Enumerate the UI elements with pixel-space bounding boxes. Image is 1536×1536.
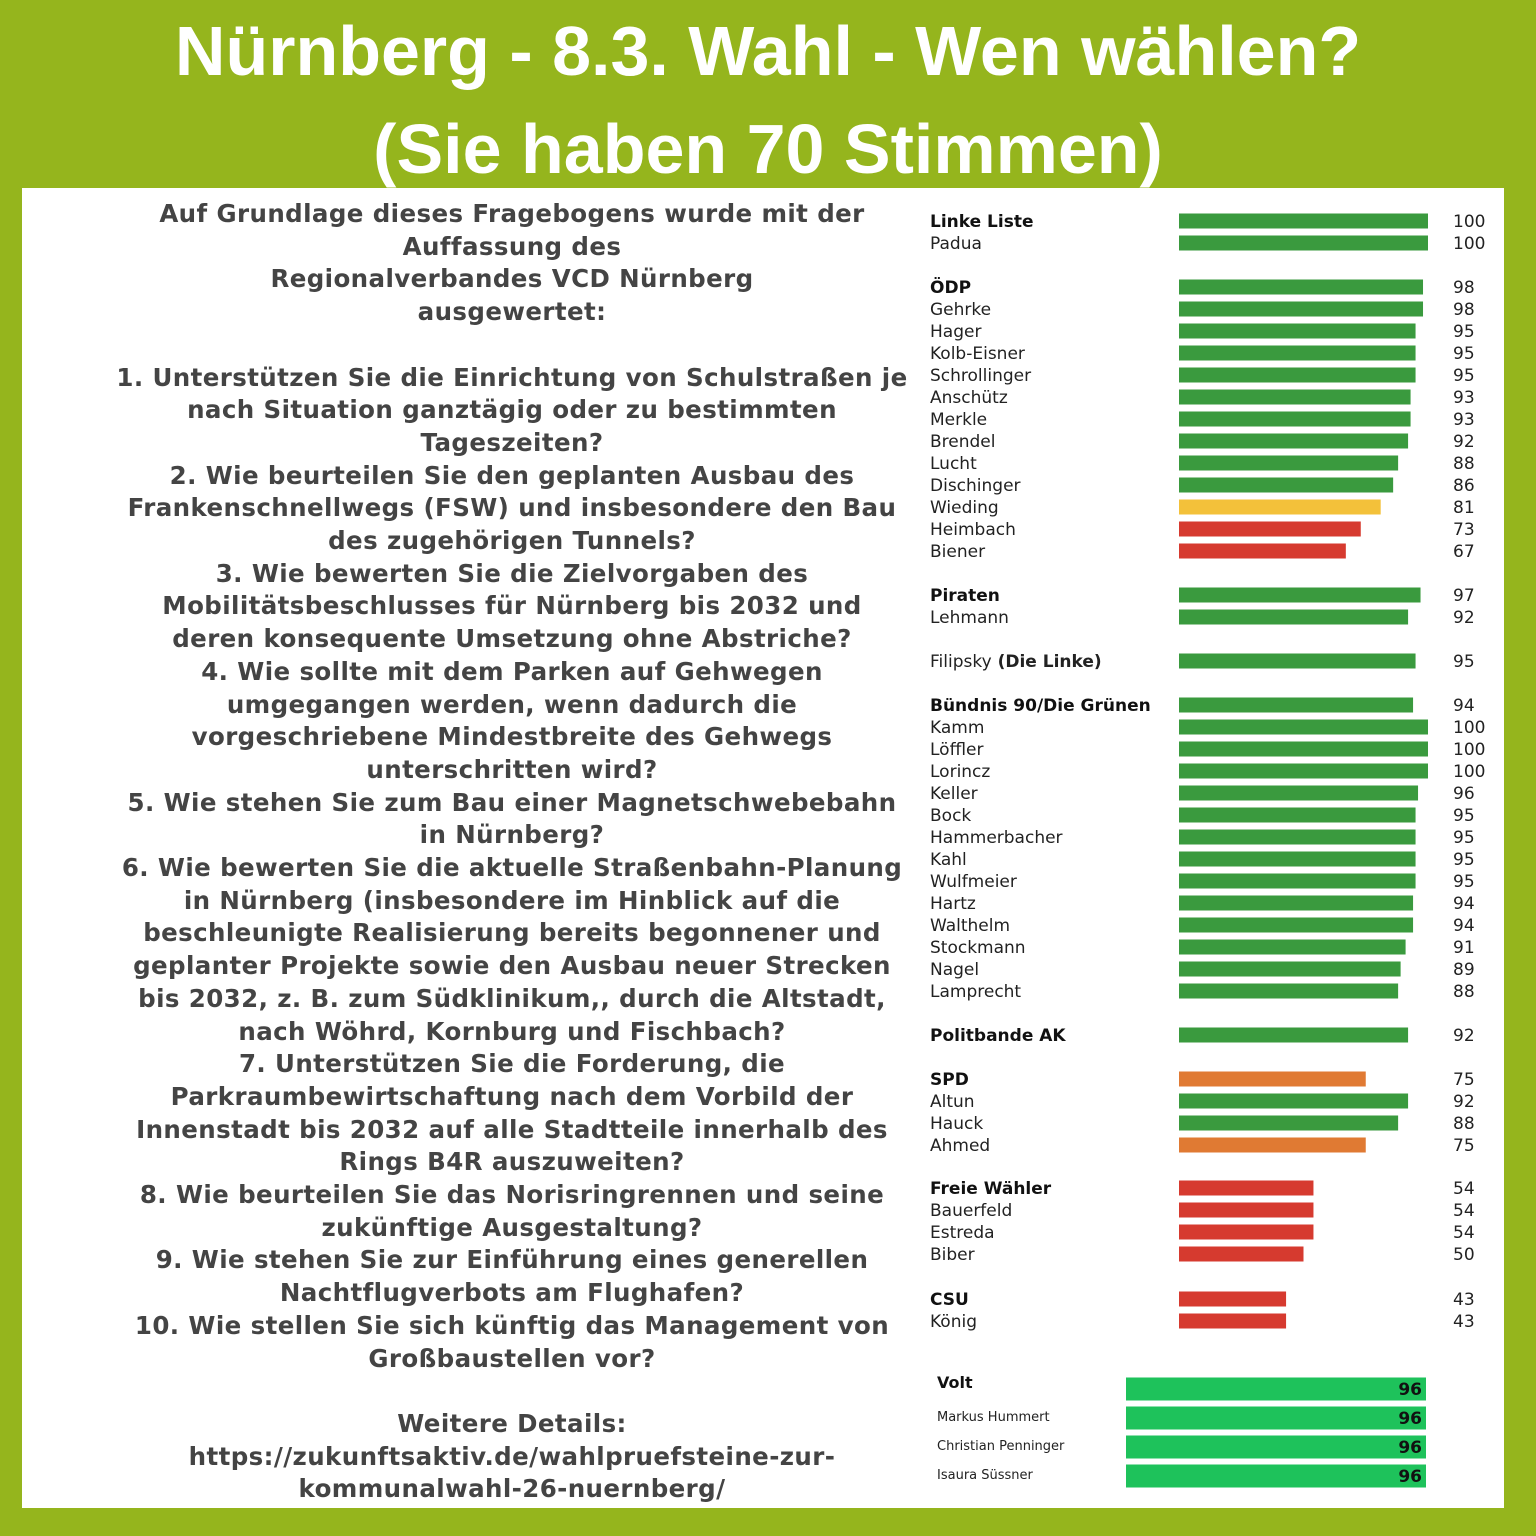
bar (1179, 698, 1413, 713)
bar-label (930, 960, 979, 980)
bar-label-name: Freie Wähler (930, 1179, 1052, 1199)
bar (1179, 1116, 1398, 1131)
bar (1179, 1181, 1313, 1196)
bar-value: 95 (1453, 366, 1475, 386)
page-subtitle: (Sie haben 70 Stimmen) (373, 110, 1163, 188)
bar-label-name: Ahmed (930, 1136, 991, 1156)
bar-value: 91 (1453, 938, 1475, 958)
bar-label-name: Bauerfeld (930, 1201, 1013, 1221)
question-5-text: 5. Wie stehen Sie zum Bau einer Magnetschwebebahn (127, 787, 897, 817)
question-6-text: nach Wöhrd, Kornburg und Fischbach? (238, 1016, 786, 1046)
bar-label-name: Stockmann (930, 938, 1026, 958)
bar-value: 89 (1453, 960, 1475, 980)
bar-value: 98 (1453, 278, 1475, 298)
bar (1179, 1292, 1286, 1307)
bar-label-name: Lorincz (930, 762, 991, 782)
question-8-text: zukünftige Ausgestaltung? (321, 1212, 703, 1242)
volt-bar-label: Christian Penninger (937, 1439, 1065, 1454)
question-8-text: 8. Wie beurteilen Sie das Norisringrennen und seine (139, 1180, 885, 1210)
bar-label (930, 1026, 1066, 1046)
bar (1179, 654, 1416, 669)
bar-label-name: Politbande AK (930, 1026, 1066, 1046)
bar-label (930, 1201, 1012, 1221)
bar (1179, 280, 1423, 295)
question-7-text: Parkraumbewirtschaftung nach dem Vorbild der (170, 1081, 854, 1111)
bar-label (930, 476, 1021, 496)
bar-label-name: Bündnis 90/Die Grünen (930, 696, 1151, 716)
bar-label-name: Linke Liste (930, 212, 1034, 232)
bar-label-name: Löffler (930, 740, 984, 760)
intro-text: Auf Grundlage dieses Fragebogens wurde mit der (159, 199, 865, 228)
bar (1179, 478, 1393, 493)
bar-value: 88 (1453, 454, 1475, 474)
bar-value: 50 (1453, 1245, 1475, 1265)
details-label: Weitere Details: (397, 1408, 627, 1438)
bar (1179, 368, 1416, 383)
bar (1179, 874, 1416, 889)
bar-label (930, 1290, 969, 1310)
bar-label (930, 1136, 990, 1156)
bar-label (930, 212, 1034, 232)
details-url: kommunalwahl-26-nuernberg/ (298, 1474, 726, 1504)
bar (1179, 764, 1428, 779)
bar-value: 97 (1453, 586, 1475, 606)
bar-value: 95 (1453, 344, 1475, 364)
bar (1179, 940, 1406, 955)
bar-value: 95 (1453, 652, 1475, 672)
bar (1179, 522, 1361, 537)
bar-label (930, 652, 1102, 672)
bar-label-name: Lucht (930, 454, 977, 474)
question-7-text: 7. Unterstützen Sie die Forderung, die (238, 1049, 786, 1079)
question-9-text: Nachtflugverbots am Flughafen? (279, 1278, 745, 1308)
bar-label-name: Nagel (930, 960, 980, 980)
bar-label (930, 982, 1021, 1002)
bar (1179, 1225, 1313, 1240)
bar-label (930, 1092, 975, 1112)
bar (1179, 1247, 1304, 1262)
bar-label-name: Kamm (930, 718, 985, 738)
volt-bar-label: Isaura Süssner (937, 1468, 1033, 1483)
bar (1179, 1138, 1366, 1153)
bar-label (930, 762, 990, 782)
bar-value: 67 (1453, 542, 1475, 562)
intro-text: ausgewertet: (417, 297, 607, 327)
bar (1179, 610, 1408, 625)
bar (1179, 456, 1398, 471)
bar-label-name: Hauck (930, 1114, 984, 1134)
bar-label-name: SPD (930, 1070, 969, 1090)
bar (1179, 896, 1413, 911)
bar-label (930, 806, 971, 826)
bar (1179, 742, 1428, 757)
bar-label (930, 784, 978, 804)
bar-value: 81 (1453, 498, 1475, 518)
bar-label-name: Lehmann (930, 608, 1009, 628)
bar-value: 88 (1453, 982, 1475, 1002)
bar-label-name: Dischinger (930, 476, 1021, 496)
question-7-text: Innenstadt bis 2032 auf alle Stadtteile innerhalb des (136, 1114, 888, 1144)
bar-label-name: Biber (930, 1245, 975, 1265)
question-1-text: Tageszeiten? (420, 427, 604, 457)
bar (1179, 852, 1416, 867)
intro-text: Regionalverbandes VCD Nürnberg (270, 264, 754, 294)
bar-value: 43 (1453, 1312, 1475, 1332)
bar-label-name: Wieding (930, 498, 999, 518)
bar-label-name: Gehrke (930, 300, 992, 320)
bar-label (930, 1245, 975, 1265)
question-2-text: 2. Wie beurteilen Sie den geplanten Ausbau des (169, 460, 855, 490)
bar-value: 54 (1453, 1179, 1475, 1199)
bar-label-name: Heimbach (930, 520, 1016, 540)
bar (1179, 808, 1416, 823)
bar-label (930, 1114, 983, 1134)
bar (1179, 1094, 1408, 1109)
bar-value: 92 (1453, 1092, 1475, 1112)
bar-value: 73 (1453, 520, 1475, 540)
question-4-text: 4. Wie sollte mit dem Parken auf Gehwegen (201, 656, 823, 686)
bar (1179, 214, 1428, 229)
bar-label (930, 608, 1009, 628)
bar (1179, 962, 1401, 977)
bar-label-name: Walthelm (930, 916, 1011, 936)
volt-bar (1126, 1436, 1426, 1459)
bar-label (930, 1070, 969, 1090)
bar (1179, 588, 1421, 603)
bar (1179, 500, 1381, 515)
bar-label-name: Hammerbacher (930, 828, 1063, 848)
bar-value: 100 (1453, 762, 1486, 782)
bar (1179, 236, 1428, 251)
bar-label (930, 850, 967, 870)
volt-bar-value: 96 (1398, 1380, 1422, 1400)
bar-label (930, 1179, 1052, 1199)
bar-label (930, 586, 1000, 606)
question-2-text: des zugehörigen Tunnels? (328, 526, 696, 556)
bar-value: 93 (1453, 388, 1475, 408)
bar-value: 75 (1453, 1136, 1475, 1156)
question-9-text: 9. Wie stehen Sie zur Einführung eines generellen (155, 1245, 869, 1275)
volt-bar-value: 96 (1398, 1467, 1422, 1487)
bar-value: 100 (1453, 234, 1486, 254)
bar (1179, 544, 1346, 559)
question-6-text: in Nürnberg (insbesondere im Hinblick auf die (183, 885, 841, 915)
bar-value: 100 (1453, 740, 1486, 760)
bar-value: 92 (1453, 432, 1475, 452)
bar-value: 94 (1453, 894, 1475, 914)
bar (1179, 346, 1416, 361)
bar (1179, 1203, 1313, 1218)
question-6-text: 6. Wie bewerten Sie die aktuelle Straßenbahn-Planung (121, 853, 903, 883)
bar (1179, 1028, 1408, 1043)
bar (1179, 984, 1398, 999)
bar-label (930, 520, 1016, 540)
bar-label (930, 432, 996, 452)
bar-label-name: Padua (930, 234, 982, 254)
bar-label-name: Biener (930, 542, 986, 562)
bar-label (930, 916, 1010, 936)
question-3-text: Mobilitätsbeschlusses für Nürnberg bis 2032 und (162, 591, 862, 621)
volt-bar (1126, 1407, 1426, 1430)
question-4-text: vorgeschriebene Mindestbreite des Gehwegs (191, 722, 833, 752)
bar-label (930, 938, 1026, 958)
bar-label-name: Brendel (930, 432, 996, 452)
question-5-text: in Nürnberg? (419, 820, 605, 850)
question-6-text: beschleunigte Realisierung bereits begonnener und (143, 918, 881, 948)
bar-label (930, 388, 1008, 408)
question-3-text: deren konsequente Umsetzung ohne Abstriche? (172, 624, 852, 654)
bar-label (930, 410, 987, 430)
bar-value: 100 (1453, 718, 1486, 738)
bar-label-name: König (930, 1312, 977, 1332)
question-3-text: 3. Wie bewerten Sie die Zielvorgaben des (215, 558, 809, 588)
bar (1179, 720, 1428, 735)
header (0, 0, 1536, 190)
bar (1179, 830, 1416, 845)
bar-label (930, 828, 1063, 848)
bar-value: 95 (1453, 322, 1475, 342)
volt-bar-label: Markus Hummert (937, 1410, 1050, 1425)
bar-label (930, 366, 1031, 386)
volt-bar-value: 96 (1398, 1409, 1422, 1429)
bar-label-name: Kahl (930, 850, 967, 870)
question-7-text: Rings B4R auszuweiten? (339, 1147, 685, 1177)
bar-value: 88 (1453, 1114, 1475, 1134)
bar-value: 96 (1453, 784, 1475, 804)
volt-bar-label: Volt (937, 1373, 973, 1392)
bar-label (930, 300, 991, 320)
bar-value: 93 (1453, 410, 1475, 430)
bar-label-name: Hartz (930, 894, 976, 914)
bar-label-name: Lamprecht (930, 982, 1022, 1002)
bar-label (930, 718, 984, 738)
question-1-text: nach Situation ganztägig oder zu bestimmten (187, 395, 837, 425)
question-6-text: bis 2032, z. B. zum Südklinikum,, durch die Altstadt, (138, 983, 886, 1013)
question-1-text: 1. Unterstützen Sie die Einrichtung von Schulstraßen je (116, 362, 908, 392)
bar-label-name: Schrollinger (930, 366, 1032, 386)
bar-label (930, 498, 999, 518)
question-2-text: Frankenschnellwegs (FSW) und insbesondere den Bau (127, 493, 897, 523)
bar-label (930, 740, 983, 760)
bar (1179, 786, 1418, 801)
bar-value: 95 (1453, 828, 1475, 848)
bar (1179, 302, 1423, 317)
bar-value: 94 (1453, 916, 1475, 936)
bar (1179, 412, 1411, 427)
bar-label (930, 276, 971, 298)
bar-value: 94 (1453, 696, 1475, 716)
question-4-text: umgegangen werden, wenn dadurch die (226, 689, 798, 719)
bar-label-name: Estreda (930, 1223, 995, 1243)
bar (1179, 1314, 1286, 1329)
page-title: Nürnberg - 8.3. Wahl - Wen wählen? (174, 12, 1362, 90)
bar (1179, 1072, 1366, 1087)
bar-value: 95 (1453, 872, 1475, 892)
bar-value: 92 (1453, 608, 1475, 628)
bar (1179, 324, 1416, 339)
bar-label-name: Merkle (930, 410, 988, 430)
bar (1179, 918, 1413, 933)
bar-label (930, 696, 1151, 716)
bar-value: 92 (1453, 1026, 1475, 1046)
bar-value: 54 (1453, 1201, 1475, 1221)
content-panel (22, 188, 1504, 1508)
score-chart (22, 188, 1504, 1508)
bar-label (930, 1223, 995, 1243)
bar-label (930, 542, 985, 562)
bar-label-name: CSU (930, 1290, 969, 1310)
bar (1179, 434, 1408, 449)
bar-label-name: Anschütz (930, 388, 1008, 408)
question-10-text: Großbaustellen vor? (368, 1343, 656, 1373)
bar (1179, 390, 1411, 405)
bar-label (930, 894, 976, 914)
bar-label-name: Filipsky (930, 652, 992, 672)
question-10-text: 10. Wie stellen Sie sich künftig das Management von (134, 1310, 890, 1340)
bar-label-name: Piraten (930, 586, 1000, 606)
volt-bar-value: 96 (1398, 1438, 1422, 1458)
bar-value: 54 (1453, 1223, 1475, 1243)
question-4-text: unterschritten wird? (366, 754, 658, 784)
bar-label (930, 1312, 977, 1332)
bar-label-name: Altun (930, 1092, 975, 1112)
bar-label (930, 454, 977, 474)
bar-label-name: Bock (930, 806, 972, 826)
bar-label-name: Hager (930, 322, 982, 342)
bar-label (930, 344, 1025, 364)
intro-text: Auffassung des (402, 231, 622, 261)
bar-value: 86 (1453, 476, 1475, 496)
bar-value: 75 (1453, 1070, 1475, 1090)
details-url: https://zukunftsaktiv.de/wahlpruefsteine-zur- (188, 1441, 836, 1471)
bar-label (930, 872, 1017, 892)
bar-label-name: Wulfmeier (930, 872, 1017, 892)
bar-value: 95 (1453, 850, 1475, 870)
bar-value: 100 (1453, 212, 1486, 232)
bar-label-party: (Die Linke) (991, 652, 1102, 672)
bar-label (930, 234, 982, 254)
bar-value: 43 (1453, 1290, 1475, 1310)
bar-label (930, 322, 981, 342)
volt-bar (1126, 1465, 1426, 1488)
bar-value: 98 (1453, 300, 1475, 320)
bar-value: 95 (1453, 806, 1475, 826)
volt-bar (1126, 1378, 1426, 1401)
bar-label-name: ÖDP (930, 278, 972, 298)
bar-label-name: Keller (930, 784, 978, 804)
question-6-text: geplanter Projekte sowie den Ausbau neuer Strecken (133, 951, 891, 981)
bar-label-name: Kolb-Eisner (930, 344, 1025, 364)
